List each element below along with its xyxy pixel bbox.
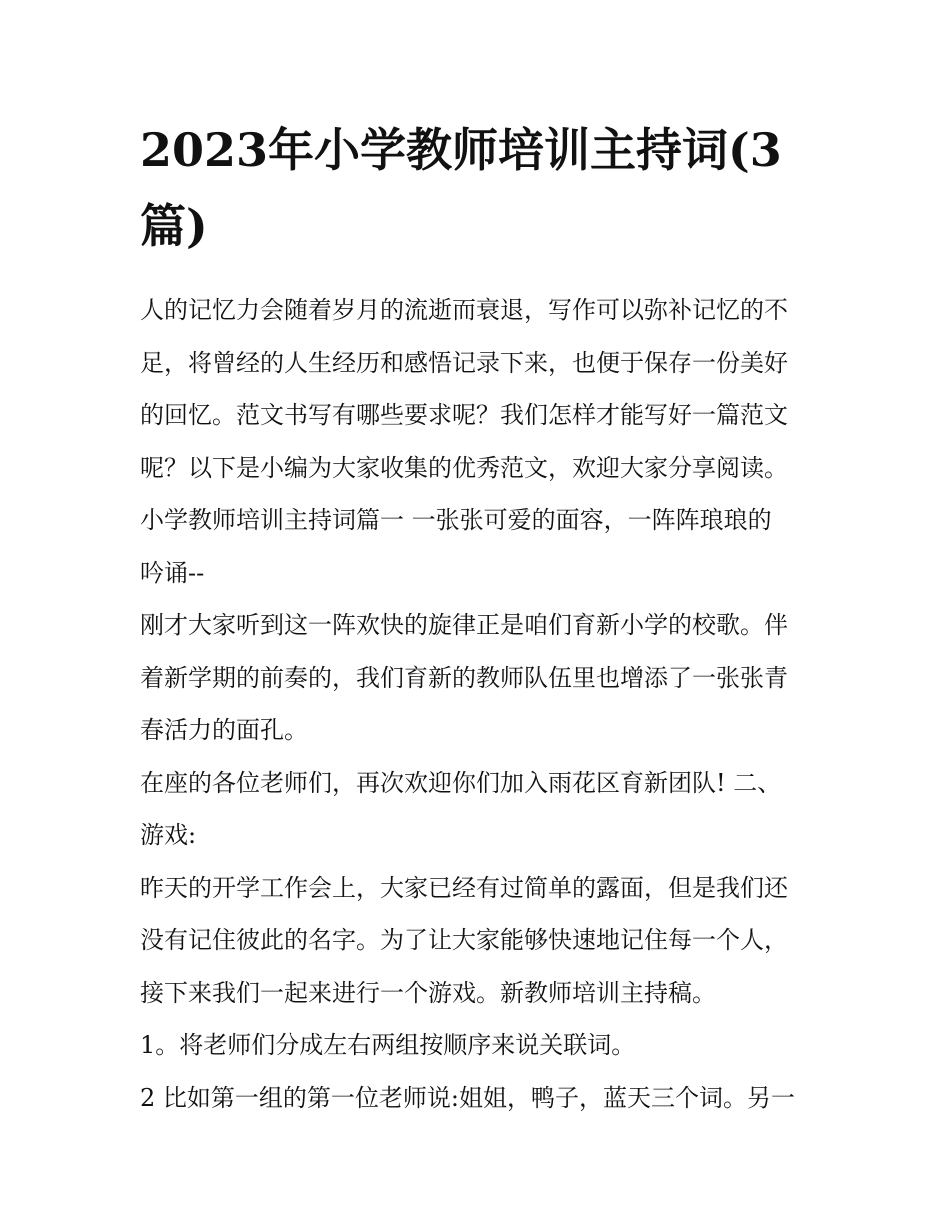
body-line: 昨天的开学工作会上，大家已经有过简单的露面，但是我们还 (140, 873, 788, 902)
body-line: 接下来我们一起来进行一个游戏。新教师培训主持稿。 (140, 978, 716, 1007)
body-line: 没有记住彼此的名字。为了让大家能够快速地记住每一个人， (140, 926, 788, 954)
document-page (140, 112, 820, 1124)
body-line: 足，将曾经的人生经历和感悟记录下来，也便于保存一份美好 (140, 348, 788, 377)
body-line: 2 比如第一组的第一位老师说:姐姐，鸭子，蓝天三个词。另一 (140, 1083, 795, 1112)
title-line: 2023年小学教师培训主持词(3 (140, 123, 782, 177)
body-line: 着新学期的前奏的，我们育新的教师队伍里也增添了一张张青 (140, 663, 788, 692)
body-line: 春活力的面孔。 (140, 716, 308, 744)
body-line: 吟诵-- (140, 558, 205, 587)
body-line: 呢？以下是小编为大家收集的优秀范文，欢迎大家分享阅读。 (140, 453, 788, 482)
body-line: 人的记忆力会随着岁月的流逝而衰退，写作可以弥补记忆的不 (140, 296, 788, 324)
body-line: 在座的各位老师们，再次欢迎你们加入雨花区育新团队! 二、 (140, 768, 782, 797)
document-body (140, 284, 820, 1124)
body-line: 小学教师培训主持词篇一 一张张可爱的面容，一阵阵琅琅的 (140, 506, 772, 534)
document-title (140, 112, 820, 264)
body-line: 刚才大家听到这一阵欢快的旋律正是咱们育新小学的校歌。伴 (140, 611, 788, 639)
body-line: 的回忆。范文书写有哪些要求呢？我们怎样才能写好一篇范文 (140, 401, 788, 429)
body-line: 游戏: (140, 821, 197, 849)
title-line: 篇) (140, 199, 208, 253)
body-line: 1。将老师们分成左右两组按顺序来说关联词。 (140, 1031, 636, 1059)
